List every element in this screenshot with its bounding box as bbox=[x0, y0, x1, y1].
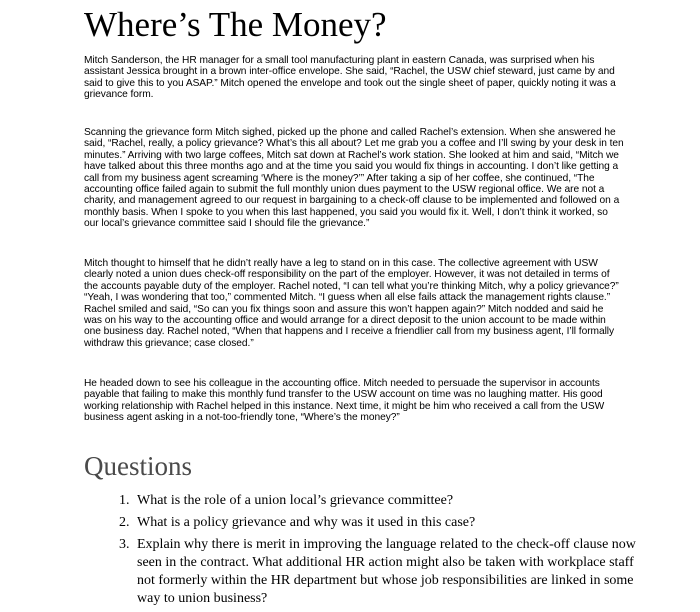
paragraph-3: Mitch thought to himself that he didn’t really have a leg to stand on in this case. The collective agreement with USW clearly noted a union dues check-off responsibility on the part of the employer. However, it was not detailed in terms of the accounts payable duty of the employer. Rachel noted, “I can tell what you’re thinking Mitch, why a policy grievance?” “Yeah, I was wondering that too,” commented Mitch. “I guess when all else fails attack the management rights clause.” Rachel smiled and said, “So can you fix things soon and assure this won’t happen again?” Mitch nodded and said he was on his way to the accounting office and would arrange for a direct deposit to the union account to be made within one business day. Rachel noted, “When that happens and I receive a friendlier call from my business agent, I’ll formally withdraw this grievance; case closed.” bbox=[84, 258, 619, 349]
question-text: What is the role of a union local’s grievance committee? bbox=[137, 493, 454, 508]
case-title: Where’s The Money? bbox=[84, 5, 387, 44]
question-item bbox=[119, 536, 639, 608]
question-number: 3. bbox=[119, 537, 130, 552]
question-number: 2. bbox=[119, 515, 130, 530]
question-item bbox=[119, 492, 639, 510]
question-text: Explain why there is merit in improving the language related to the check-off clause now seen in the contract. What additional HR action might also be taken with workplace staff not formerly within the HR department but whose job responsibilities are linked in some way to union business? bbox=[137, 537, 636, 606]
paragraph-2: Scanning the grievance form Mitch sighed, picked up the phone and called Rachel’s extension. When she answered he said, “Rachel, really, a policy grievance? What’s this all about? Let me grab you a coffee and I’ll swing by your desk in ten minutes.” Arriving with two large coffees, Mitch sat down at Rachel’s work station. She looked at him and said, “Mitch we have talked about this three months ago and at the time you said you would fix things in accounting. I don’t like getting a call from my business agent screaming ‘Where is the money?’” After taking a sip of her coffee, she continued, “The accounting office failed again to submit the full monthly union dues payment to the USW regional office. We are not a charity, and management agreed to our request in bargaining to a check-off clause to be implemented and followed on a monthly basis. When I spoke to you when this last happened, you said you would fix it. Well, I don’t think it worked, so our local’s grievance committee said I should file the grievance.” bbox=[84, 127, 624, 230]
question-number: 1. bbox=[119, 493, 130, 508]
question-text: What is a policy grievance and why was it used in this case? bbox=[137, 515, 476, 530]
paragraph-1: Mitch Sanderson, the HR manager for a small tool manufacturing plant in eastern Canada, was surprised when his assistant Jessica brought in a brown inter-office envelope. She said, “Rachel, the USW chief steward, just came by and said to give this to you ASAP.” Mitch opened the envelope and took out the single sheet of paper, quickly noting it was a grievance form. bbox=[84, 55, 616, 101]
questions-heading: Questions bbox=[84, 451, 192, 481]
question-item bbox=[119, 514, 639, 532]
questions-list bbox=[119, 492, 639, 612]
paragraph-4: He headed down to see his colleague in the accounting office. Mitch needed to persuade the supervisor in accounts payable that failing to make this monthly fund transfer to the USW account on time was no laughing matter. His good working relationship with Rachel helped in this instance. Next time, it might be him who received a call from the USW business agent asking in a not-too-friendly tone, “Where’s the money?” bbox=[84, 378, 605, 424]
